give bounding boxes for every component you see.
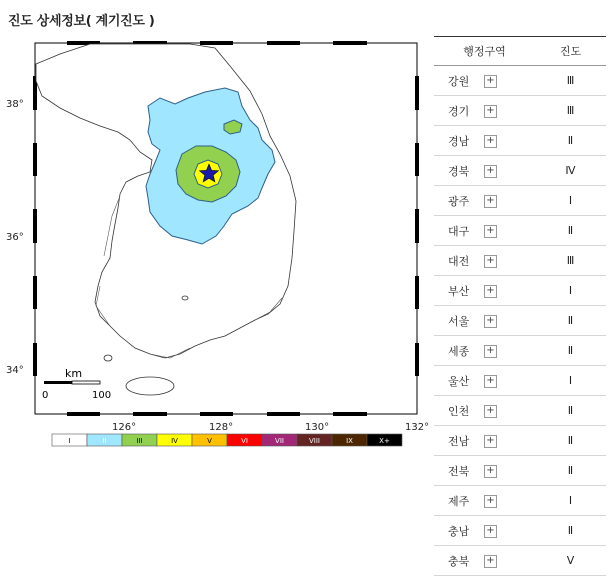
expand-button[interactable]: + (484, 105, 497, 118)
region-name: 광주 (448, 194, 470, 208)
region-cell (434, 306, 535, 336)
table-row (434, 336, 606, 366)
table-row (434, 216, 606, 246)
region-cell (434, 126, 535, 156)
region-cell (434, 366, 535, 396)
expand-button[interactable]: + (484, 345, 497, 358)
region-name: 대구 (448, 224, 470, 238)
expand-button[interactable]: + (484, 555, 497, 568)
table-row (434, 276, 606, 306)
intensity-cell: Ⅱ (535, 426, 606, 456)
intensity-cell: Ⅱ (535, 126, 606, 156)
intensity-cell: Ⅱ (535, 336, 606, 366)
expand-button[interactable]: + (484, 315, 497, 328)
scale-end: 100 (92, 390, 112, 401)
expand-button[interactable]: + (484, 195, 497, 208)
region-cell (434, 186, 535, 216)
region-cell (434, 66, 535, 96)
intensity-legend (52, 434, 402, 446)
intensity-map (0, 36, 432, 456)
legend-label: VII (275, 437, 284, 445)
region-name: 인천 (448, 404, 470, 418)
scale-unit: km (65, 367, 83, 380)
region-cell (434, 396, 535, 426)
lon-label: 132° (405, 422, 430, 433)
expand-button[interactable]: + (484, 375, 497, 388)
expand-button[interactable]: + (484, 525, 497, 538)
legend-label: IX (346, 437, 353, 445)
region-cell (434, 246, 535, 276)
table-row (434, 246, 606, 276)
intensity-cell: Ⅳ (535, 156, 606, 186)
lat-label: 34° (6, 365, 24, 376)
region-name: 서울 (448, 314, 470, 328)
expand-button[interactable]: + (484, 75, 497, 88)
intensity-cell: Ⅲ (535, 66, 606, 96)
region-name: 부산 (448, 284, 470, 298)
intensity-cell: Ⅱ (535, 516, 606, 546)
intensity-cell: Ⅱ (535, 306, 606, 336)
page-title: 진도 상세정보( 계기진도 ) (8, 14, 155, 29)
region-cell (434, 336, 535, 366)
table-row (434, 486, 606, 516)
lon-label: 126° (112, 422, 137, 433)
region-name: 울산 (448, 374, 470, 388)
region-cell (434, 426, 535, 456)
lon-label: 130° (305, 422, 330, 433)
expand-button[interactable]: + (484, 285, 497, 298)
region-name: 전북 (448, 464, 470, 478)
intensity-cell: Ⅴ (535, 546, 606, 576)
table-row (434, 306, 606, 336)
legend-label: III (136, 437, 143, 445)
expand-button[interactable]: + (484, 225, 497, 238)
region-cell (434, 486, 535, 516)
region-cell (434, 276, 535, 306)
expand-button[interactable]: + (484, 135, 497, 148)
header-region: 행정구역 (434, 37, 535, 66)
table-row (434, 186, 606, 216)
region-name: 경기 (448, 104, 470, 118)
table-row (434, 96, 606, 126)
expand-button[interactable]: + (484, 495, 497, 508)
intensity-cell: Ⅰ (535, 486, 606, 516)
region-cell (434, 156, 535, 186)
table-row (434, 126, 606, 156)
region-name: 충남 (448, 524, 470, 538)
region-name: 제주 (448, 494, 470, 508)
expand-button[interactable]: + (484, 255, 497, 268)
region-name: 강원 (448, 74, 470, 88)
legend-label: IV (171, 437, 178, 445)
header-intensity: 진도 (535, 37, 606, 66)
intensity-cell: Ⅰ (535, 186, 606, 216)
lon-label: 128° (209, 422, 234, 433)
lat-label: 36° (6, 232, 24, 243)
region-cell (434, 546, 535, 576)
region-cell (434, 216, 535, 246)
legend-label: II (102, 437, 107, 445)
region-cell (434, 516, 535, 546)
legend-label: I (68, 437, 71, 445)
table-row (434, 396, 606, 426)
expand-button[interactable]: + (484, 405, 497, 418)
region-name: 경남 (448, 134, 470, 148)
legend-label: V (207, 437, 212, 445)
legend-label: VI (241, 437, 248, 445)
intensity-cell: Ⅲ (535, 246, 606, 276)
intensity-cell: Ⅱ (535, 396, 606, 426)
intensity-cell: Ⅱ (535, 456, 606, 486)
expand-button[interactable]: + (484, 465, 497, 478)
table-row (434, 366, 606, 396)
lat-label: 38° (6, 99, 24, 110)
table-row (434, 156, 606, 186)
expand-button[interactable]: + (484, 435, 497, 448)
expand-button[interactable]: + (484, 165, 497, 178)
intensity-cell: Ⅰ (535, 276, 606, 306)
region-name: 세종 (448, 344, 470, 358)
legend-label: VIII (309, 437, 320, 445)
region-name: 충북 (448, 554, 470, 568)
legend-label: X+ (379, 437, 390, 445)
table-row (434, 516, 606, 546)
intensity-cell: Ⅱ (535, 216, 606, 246)
table-row (434, 66, 606, 96)
region-cell (434, 456, 535, 486)
region-cell (434, 96, 535, 126)
intensity-table (434, 36, 606, 576)
region-name: 경북 (448, 164, 470, 178)
table-row (434, 456, 606, 486)
intensity-table-panel (434, 36, 606, 576)
scale-start: 0 (42, 390, 49, 401)
intensity-cell: Ⅰ (535, 366, 606, 396)
table-row (434, 426, 606, 456)
region-name: 전남 (448, 434, 470, 448)
table-row (434, 546, 606, 576)
intensity-cell: Ⅲ (535, 96, 606, 126)
region-name: 대전 (448, 254, 470, 268)
